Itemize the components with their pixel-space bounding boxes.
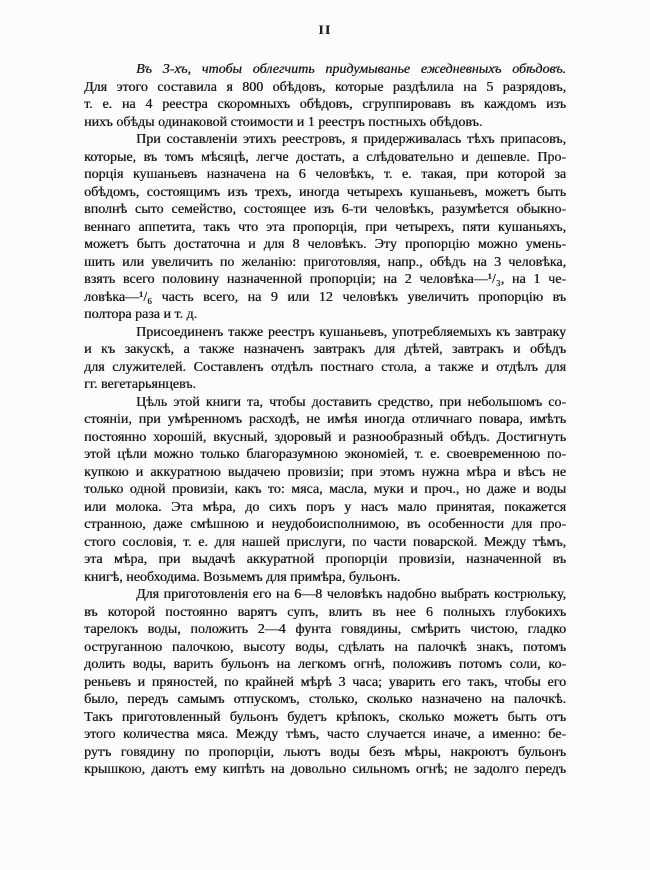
text-line: т. е. на 4 реестра скоромныхъ обѣдовъ, сгруппировавъ въ каждомъ изъ <box>84 97 566 112</box>
text-line: странною, даже смѣшною и неудобоисполнимою, въ особенности для про- <box>84 517 566 532</box>
text-line: гг. вегетарьянцевъ. <box>84 377 196 392</box>
text-line: было, передъ самымъ отпускомъ, столько, сколько назначено на палочкѣ. <box>84 692 566 707</box>
text-line: купкою и аккуратною выдачею провизіи; при этомъ нужна мѣра и вѣсъ не <box>84 464 566 480</box>
text-line: крышкою, даютъ ему кипѣть на довольно сильномъ огнѣ; не задолго передъ <box>84 762 566 777</box>
text-line: При составленіи этихъ реестровъ, я придерживалась тѣхъ припасовъ, <box>136 132 566 147</box>
page-number: II <box>318 22 332 37</box>
text-line: шить или увеличить по желанію: приготовляя, напр., обѣдъ на 3 человѣка, <box>84 254 566 270</box>
text-line: Такъ приготовленный бульонъ будетъ крѣпокъ, сколько можетъ быть отъ <box>84 709 566 725</box>
text-line: обѣдомъ, состоящимъ изъ трехъ, иногда четырехъ кушаньевъ, можетъ быть <box>84 184 566 200</box>
text-line: этого количества мяса. Между тѣмъ, часто случается иначе, а именно: бе- <box>84 727 566 742</box>
text-line: эта мѣра, при выдачѣ аккуратной пропорціи провизіи, назначенной въ <box>84 552 566 567</box>
text-line: для служителей. Составленъ отдѣлъ постнаго стола, а также и отдѣлъ для <box>84 359 566 375</box>
text-line: полтора раза и т. д. <box>84 307 198 322</box>
text-line: реньевъ и пряностей, по крайней мѣрѣ 3 часа; уварить его такъ, чтобы его <box>84 674 566 690</box>
text-line: и къ закускѣ, а также назначенъ завтракъ для дѣтей, завтракъ и обѣдъ <box>84 342 566 357</box>
text-line: вполнѣ сыто семейство, состоящее изъ 6-ти человѣкъ, разумѣется обыкно- <box>84 202 566 217</box>
text-line: стояніи, при умѣренномъ расходѣ, не имѣя иногда отличнаго повара, имѣть <box>84 412 566 427</box>
text-line: нихъ обѣды одинаковой стоимости и 1 реестръ постныхъ обѣдовъ. <box>84 114 483 130</box>
text-line: постоянно хорошій, вкусный, здоровый и разнообразный обѣдъ. Достигнуть <box>84 429 566 445</box>
text-line: этой цѣли можно только благоразумною экономіей, т. е. своевременною по- <box>84 447 566 462</box>
text-line: которые, въ томъ мѣсяцѣ, легче достать, а слѣдовательно и дешевле. Про- <box>84 149 566 165</box>
text-line: Присоединенъ также реестръ кушаньевъ, употребляемыхъ къ завтраку <box>136 324 566 340</box>
text-line: оструганною палочкою, высоту воды, сдѣлать на палочкѣ знакъ, потомъ <box>84 639 566 655</box>
paragraph <box>84 394 566 587</box>
text-line: можетъ быть достаточна и для 8 человѣкъ. Эту пропорцію можно умень- <box>84 237 566 252</box>
text-line: или молока. Эта мѣра, до сихъ поръ у насъ мало принятая, покажется <box>84 499 566 515</box>
text-line: тарелокъ воды, положить 2—4 фунта говядины, смѣрить чистою, гладко <box>84 622 566 637</box>
paragraph <box>84 324 566 394</box>
text-line: Въ 3-хъ, чтобы облегчить придумыванье ежедневныхъ обѣдовъ. <box>136 62 566 77</box>
text-line: порція кушаньевъ назначена на 6 человѣкъ, т. е. такая, при которой за <box>84 167 566 182</box>
text-line: книгѣ, необходима. Возьмемъ для примѣра, бульонъ. <box>84 569 401 585</box>
text-line: взять всего половину назначенной пропорціи; на 2 человѣка—¹/₃, на 1 че- <box>84 272 566 287</box>
text-line: веннаго аппетита, такъ что эта пропорція, при четырехъ, пяти кушаньяхъ, <box>84 219 566 235</box>
text-line: ловѣка—¹/₆ часть всего, на 9 или 12 человѣкъ увеличить пропорцію въ <box>84 289 566 305</box>
text-line: долить воды, варить бульонъ на легкомъ огнѣ, положивъ потомъ соли, ко- <box>84 657 566 672</box>
paragraph <box>84 61 566 131</box>
text-line: въ которой постоянно варятъ супъ, влить въ нее 6 полныхъ глубокихъ <box>84 604 566 620</box>
text-line: только одной провизіи, какъ то: мяса, масла, муки и проч., но даже и воды <box>84 482 566 497</box>
paragraph <box>84 586 566 779</box>
text-line: стого сословія, т. е. для нашей прислуги, по части поварской. Между тѣмъ, <box>84 534 566 550</box>
text-line: рутъ говядину по пропорціи, льютъ воды безъ мѣры, накроютъ бульонъ <box>84 744 566 760</box>
paragraph <box>84 131 566 324</box>
text-line: Для этого составила я 800 обѣдовъ, которые раздѣлила на 5 разрядовъ, <box>84 79 566 95</box>
text-block <box>84 61 566 779</box>
text-line: Для приготовленія его на 6—8 человѣкъ надобно выбрать кострюльку, <box>136 587 566 602</box>
text-line: Цѣль этой книги та, чтобы доставить средство, при небольшомъ со- <box>136 394 566 410</box>
